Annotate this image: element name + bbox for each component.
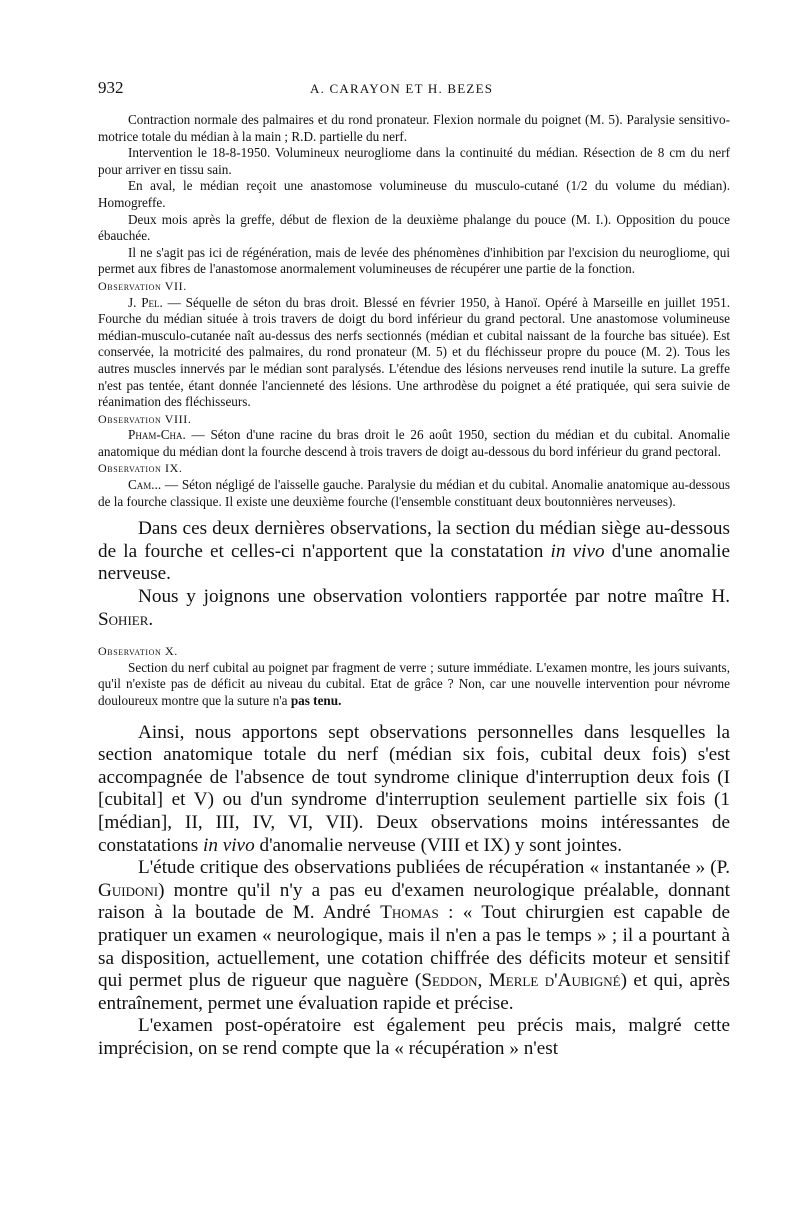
text: ) montre qu'il n'y a pas eu d'examen neurologique préalable, donnant raison à la boutade de M. André [98,879,730,924]
observation-continued [98,112,730,510]
author-name: Sohier [98,608,149,630]
text: ) et qui, après entraînement, permet une évaluation rapide et précise. [98,970,730,1014]
paragraph: En aval, le médian reçoit une anastomose volumineuse du musculo-cutané (1/2 du volume du médian). Homogreffe. [98,178,730,210]
paragraph: Intervention le 18-8-1950. Volumineux neurogliome dans la continuité du médian. Résection de 8 cm du nerf pour arriver en tissu sain. [98,145,730,177]
observation-heading: Observation X. [98,644,178,659]
page [98,78,730,1061]
observation-heading: Observation IX. [98,461,183,476]
observation-text [98,427,730,460]
patient-name: Pham-Cha. [128,427,186,443]
page-number: 932 [98,78,124,97]
paragraph [98,722,730,858]
observation-heading: Observation VII. [98,278,187,293]
paragraph: Il ne s'agit pas ici de régénération, mais de levée des phénomènes d'inhibition par l'excision du neurogliome, qui permet aux fibres de l'anastomose anormalement volumineuses de récupérer une partie de la fonction. [98,244,730,277]
patient-name: J. Pel. [128,294,163,310]
observation-body: — Séton d'une racine du bras droit le 26 août 1950, section du médian et du cubital. Anomalie anatomique du médian dont la fourche descend à trois travers de doigt au-dessous du bord inférieur du grand pectoral. [98,427,730,459]
author-name: Guidoni [98,879,159,901]
text: Ainsi, nous apportons sept observations personnelles dans lesquelles la section anatomique totale du nerf (médian six fois, cubital deux fois) s'est accompagnée de l'absence de tout syndrome clinique d'interruption deux fois (I [cubital] et V) ou d'un syndrome d'interruption seulement partielle six fois (1 [médian], II, III, IV, VI, VII). Deux observations moins intéressantes de constatations [98,721,730,856]
text: n'a [272,693,291,708]
observation-text [98,660,730,710]
text: Nous y joignons une observation volontiers rapportée par notre maître H. [138,586,730,608]
observation-body: — Séton négligé de l'aisselle gauche. Paralysie du médian et du cubital. Anomalie anatomique au-dessous de la fourche classique. Il existe une deuxième fourche (l'ensemble constituant deux boutonnières nerveuses). [98,477,730,509]
page-header [98,78,730,102]
patient-name: Cam... [128,477,162,493]
paragraph [98,586,730,631]
bold-text: pas tenu. [290,693,342,708]
italic-text: in vivo [550,540,605,562]
observation-text [98,477,730,510]
observation-heading: Observation VIII. [98,411,192,426]
paragraph [98,857,730,1015]
paragraph: Contraction normale des palmaires et du rond pronateur. Flexion normale du poignet (M. 5). Paralysie sensitivo-motrice totale du médian à la main ; R.D. partielle du nerf. [98,112,730,144]
paragraph: Deux mois après la greffe, début de flexion de la deuxième phalange du pouce (M. I.). Opposition du pouce ébauchée. [98,211,730,244]
author-name: Thomas [380,902,439,924]
text: d'une anomalie nerveuse. [98,540,730,585]
author-name: Seddon, Merle d'Aubigné [421,970,621,992]
text: : « Tout chirurgien est capable de pratiquer un examen « neurologique, mais il n'en a pas le temps » ; il a pourtant à sa disposition, actuellement, une cotation chiffrée des déficits moteur et sensitif qui permet plus de rigueur que naguère ( [98,902,730,992]
body-text-1 [98,518,730,631]
text: L'étude critique des observations publiées de récupération « instantanée » (P. [138,857,730,879]
text: d'anomalie nerveuse (VIII et IX) y sont jointes. [254,834,623,856]
text: . [148,608,154,630]
observation-x [98,643,730,709]
observation-body: Section du nerf cubital au poignet par fragment de verre ; suture immédiate. L'examen montre, les jours suivants, qu'il n'existe pas de déficit au niveau du cubital. Etat de grâce ? Non, car une nouvelle intervention pour névrome douloureux montre que la suture [98,659,730,708]
running-head: A. CARAYON ET H. BEZES [310,81,494,96]
paragraph: L'examen post-opératoire est également peu précis mais, malgré cette imprécision, on se rend compte que la « récupération » n'est [98,1015,730,1059]
paragraph [98,518,730,586]
observation-body: — Séquelle de séton du bras droit. Blessé en février 1950, à Hanoï. Opéré à Marseille en juillet 1951. Fourche du médian située à trois travers de doigt du bord inférieur du grand pectoral. Une anastomose volumineuse médian-musculo-cutanée naît au-dessus des nerfs sectionnés (médian et cubital naissant de la fourche bas située). Est conservée, la motricité des palmaires, du rond pronateur (M. 5) et du fléchisseur propre du pouce (M. 2). Tous les autres muscles innervés par le médian sont paralysés. L'étendue des lésions nerveuses rend inutile la suture. La greffe n'est pas tentée, étant donnée l'ancienneté des lésions. Une arthrodèse du poignet a été pratiquée, qui sera suivie de réanimation des fléchisseurs. [98,294,730,410]
text: Dans ces deux dernières observations, la section du médian siège au-dessous de la fourche et celles-ci n'apportent que la constatation [98,518,730,562]
body-text-2 [98,722,730,1061]
observation-text [98,295,730,411]
italic-text: in vivo [202,834,255,856]
